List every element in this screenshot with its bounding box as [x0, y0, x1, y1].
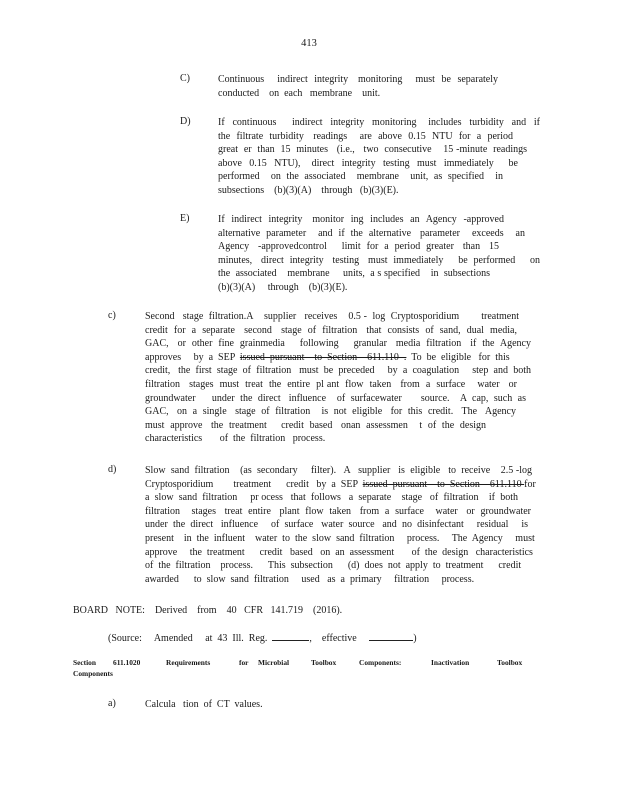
text-line: of the filtration process. This subsection (d) does not apply to treatment credit	[145, 560, 522, 572]
text-line: Second stage filtration.A supplier receives 0.5 - log Cryptosporidium treatment	[145, 311, 519, 322]
item-d-upper-text	[218, 116, 540, 198]
text-line: GAC, or other fine grainmedia following granular media filtration if the Agency	[145, 338, 531, 350]
text-run: for	[524, 478, 536, 490]
heading-word: Inactivation	[431, 658, 470, 667]
text-run: Cryptosporidium treatment credit by a SEP	[145, 478, 363, 490]
heading-word: Section	[73, 658, 96, 667]
heading-word: Toolbox	[311, 658, 337, 667]
blank-line	[369, 631, 413, 641]
item-c-lower-text	[145, 310, 531, 446]
text-line: Slow sand filtration (as secondary filter). A supplier is eligible to receive 2.5 -log	[145, 465, 532, 476]
subsection-a-text	[145, 698, 263, 712]
text-line: subsections (b)(3)(A) through (b)(3)(E).	[218, 184, 399, 196]
text-line	[145, 351, 531, 365]
text-line: approve the treatment credit based on an assessment of the design characteristics	[145, 546, 533, 558]
item-d-lower-text	[145, 464, 536, 586]
text-line: a slow sand filtration pr ocess that follows a separate stage of filtration if both	[145, 492, 518, 504]
text-line: the filtrate turbidity readings are above 0.15 NTU for a period	[218, 130, 513, 142]
source-suffix: )	[413, 633, 417, 644]
text-line: credit, the first stage of filtration must be preceded by a coagulation step and both	[145, 365, 531, 377]
section-heading-continuation: Components	[73, 669, 113, 678]
text-line: (b)(3)(A) through (b)(3)(E).	[218, 281, 348, 293]
section-heading-line	[73, 657, 523, 668]
source-middle: , effective	[309, 633, 357, 644]
text-line: the associated membrane units, a s specified in subsections	[218, 268, 490, 280]
item-e-upper-label: E)	[180, 213, 190, 224]
text-line: must approve the treatment credit based onan assessmen t of the design	[145, 419, 486, 431]
heading-word: Components:	[359, 658, 402, 667]
text-line: above 0.15 NTU), direct integrity testing must immediately be	[218, 157, 518, 169]
text-line: filtration stages must treat the entire pl ant flow taken from a surface water or	[145, 378, 517, 390]
text-line: If continuous indirect integrity monitoring includes turbidity and if	[218, 117, 540, 128]
text-line: GAC, on a single stage of filtration is not eligible for this credit. The Agency	[145, 406, 516, 418]
text-line: BOARD NOTE: Derived from 40 CFR 141.719 (2016).	[73, 605, 343, 616]
item-c-upper-text	[218, 73, 498, 100]
text-line: conducted on each membrane unit.	[218, 87, 381, 99]
text-line: Continuous indirect integrity monitoring must be separately	[218, 74, 498, 85]
item-e-upper-text	[218, 213, 540, 295]
text-line: filtration stages treat entire plant flow taken from a surface water or groundwater	[145, 505, 531, 517]
text-line: Agency -approvedcontrol limit for a period greater than 15	[218, 241, 499, 253]
subsection-a-label: a)	[108, 698, 116, 709]
heading-word: Toolbox	[497, 658, 523, 667]
text-line: present in the influent water to the slow sand filtration process. The Agency must	[145, 532, 535, 544]
blank-line	[272, 631, 309, 641]
source-prefix: (Source: Amended at 43 Ill. Reg.	[108, 633, 268, 644]
item-c-upper-label: C)	[180, 73, 190, 84]
source-note	[108, 631, 417, 646]
heading-word: for	[239, 658, 249, 667]
text-line: performed on the associated membrane unit, as specified in	[218, 171, 503, 183]
text-line: credit for a separate second stage of filtration that consists of sand, dual media,	[145, 324, 517, 336]
heading-word: Requirements	[166, 658, 211, 667]
text-line: characteristics of the filtration process.	[145, 433, 326, 445]
page-number: 413	[301, 38, 317, 49]
text-line: alternative parameter and if the alternative parameter exceeds an	[218, 227, 525, 239]
item-d-lower-label: d)	[108, 464, 117, 475]
text-line	[145, 478, 536, 492]
text-line: Calcula tion of CT values.	[145, 699, 263, 710]
text-run: approves by a SEP	[145, 351, 240, 363]
section-heading	[73, 657, 523, 679]
text-line: awarded to slow sand filtration used as a primary filtration process.	[145, 573, 475, 585]
item-c-lower-label: c)	[108, 310, 116, 321]
struck-text: issued pursuant to Section 611.110	[362, 478, 525, 490]
text-line	[108, 631, 417, 646]
heading-word: Microbial	[258, 658, 290, 667]
text-line: minutes, direct integrity testing must immediately be performed on	[218, 254, 540, 266]
text-line: great er than 15 minutes (i.e., two consecutive 15 -minute readings	[218, 144, 527, 156]
text-line: If indirect integrity monitor ing includes an Agency -approved	[218, 214, 504, 225]
board-note	[73, 604, 342, 618]
struck-text: issued pursuant to Section 611.110 .	[239, 351, 407, 363]
text-line: groundwater under the direct influence of surfacewater source. A cap, such as	[145, 392, 526, 404]
text-run: To be eligible for this	[406, 351, 510, 363]
heading-word: 611.1020	[113, 658, 141, 667]
text-line: under the direct influence of surface water source and no disinfectant residual is	[145, 519, 528, 531]
item-d-upper-label: D)	[180, 116, 191, 127]
